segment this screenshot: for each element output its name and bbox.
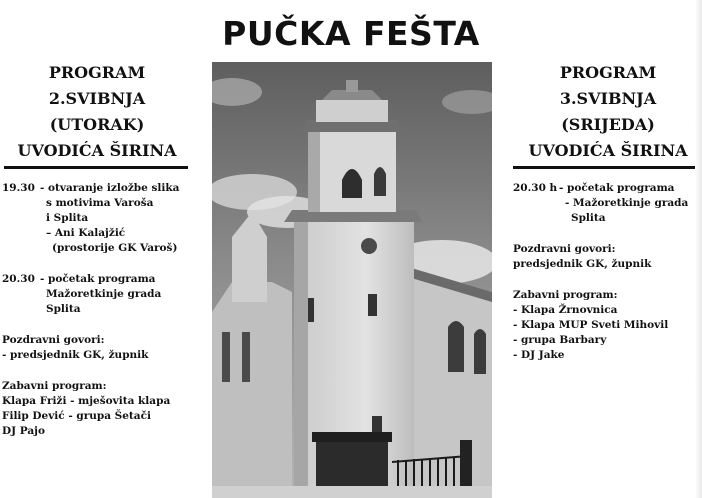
day1-heading-program: PROGRAM [48,63,146,82]
event-line: - otvaranje izložbe slika [40,182,180,194]
day1-speeches [2,333,192,363]
day2-heading-date: 3.SVIBNJA [559,89,657,108]
event-line: - početak programa [559,182,675,194]
day1-entertainment [2,379,192,439]
entertainment-item: Klapa Friži - mješovita klapa [2,395,171,407]
day2-divider [513,166,699,169]
day2-event-program-start [513,181,702,226]
event-line: (prostorije GK Varoš) [52,242,178,254]
day2-entertainment [513,288,702,363]
event-line: i Splita [46,212,89,224]
event-line: - Mažoretkinje grada [565,197,689,209]
entertainment-label: Zabavni program: [2,380,107,392]
entertainment-item: DJ Pajo [2,425,45,437]
page-edge-shadow [695,0,702,498]
day1-heading-location: UVODIĆA ŠIRINA [17,141,177,160]
event-line: Splita [46,303,81,315]
poster-title: PUČKA FEŠTA [222,14,480,53]
event-line: Mažoretkinje grada [46,288,162,300]
event-time: 20.30 [2,273,35,285]
event-line: s motivima Varoša [46,197,154,209]
program-day-2 [513,60,702,379]
speeches-text: predsjednik GK, župnik [513,258,652,270]
event-line: – Ani Kalajžić [46,227,126,239]
event-time: 20.30 h [513,182,558,194]
program-day-1 [2,60,192,455]
day1-heading-weekday: (UTORAK) [49,115,145,134]
speeches-label: Pozdravni govori: [2,334,105,346]
entertainment-item: - Klapa MUP Sveti Mihovil [513,319,669,331]
speeches-label: Pozdravni govori: [513,243,616,255]
entertainment-item: - Klapa Žrnovnica [513,304,618,316]
day2-speeches [513,242,702,272]
event-time: 19.30 [2,182,35,194]
speeches-text: - predsjednik GK, župnik [2,349,149,361]
entertainment-item: - DJ Jake [513,349,565,361]
day2-heading-program: PROGRAM [559,63,657,82]
church-bell-tower-photo [212,62,492,498]
entertainment-label: Zabavni program: [513,289,618,301]
event-line: - početak programa [40,273,156,285]
day2-heading-location: UVODIĆA ŠIRINA [528,141,688,160]
day1-event-exhibition [2,181,192,256]
day1-heading-date: 2.SVIBNJA [48,89,146,108]
day1-divider [4,166,188,169]
day1-event-program-start [2,272,192,317]
event-line: Splita [571,212,606,224]
entertainment-item: - grupa Barbary [513,334,607,346]
entertainment-item: Filip Dević - grupa Šetači [2,410,151,422]
day2-heading-weekday: (SRIJEDA) [561,115,655,134]
